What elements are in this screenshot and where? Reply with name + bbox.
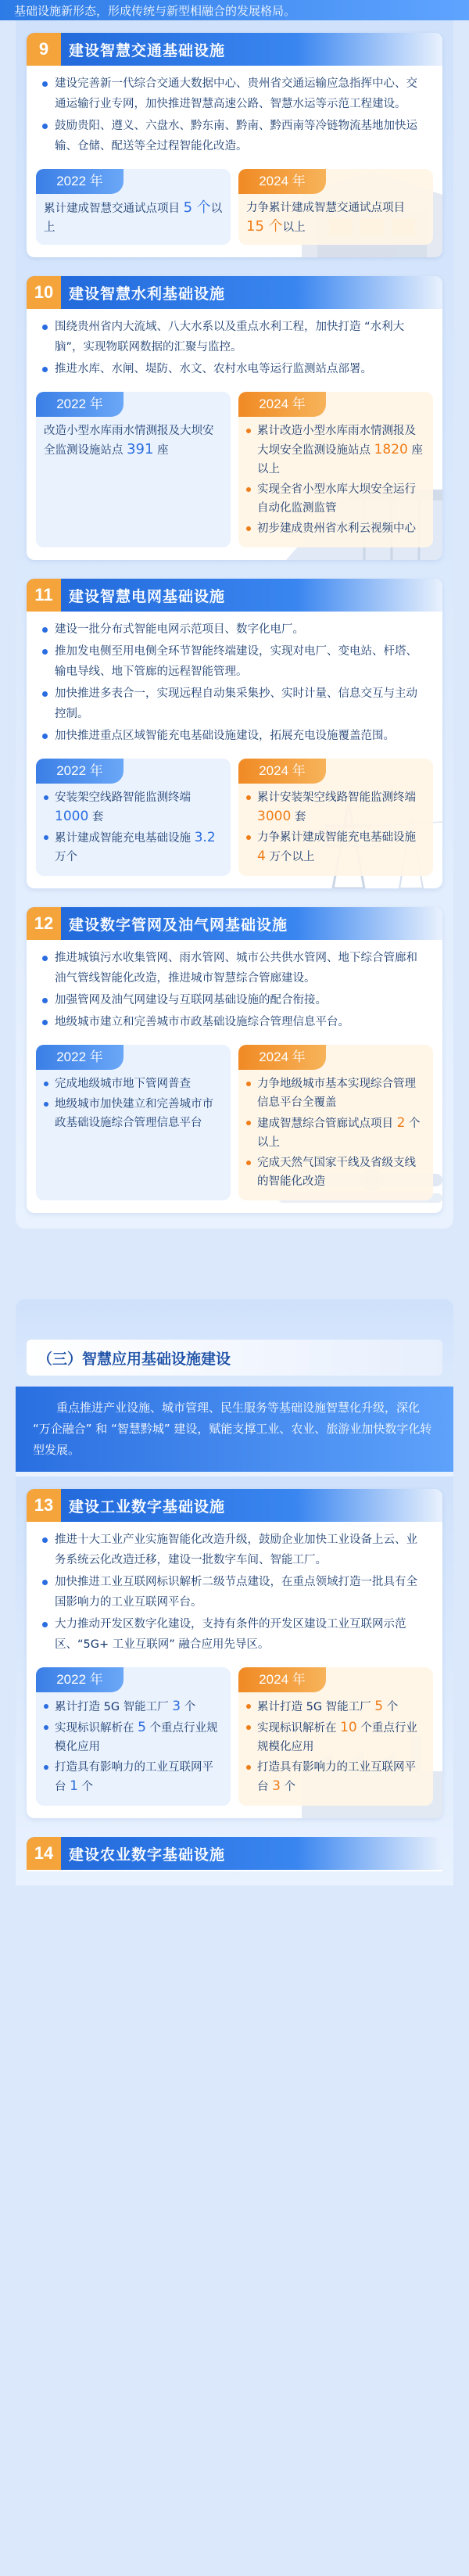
card-number-badge: 13 xyxy=(27,1489,61,1522)
target-post: 个 xyxy=(280,1781,296,1793)
target-post: 以上 xyxy=(44,203,223,234)
targets-row xyxy=(27,163,442,257)
card-smart-transport xyxy=(27,33,442,257)
target-number: 3.2 xyxy=(194,830,216,845)
target-post: 座 xyxy=(153,444,169,457)
year-tag: 2022 年 xyxy=(36,1667,124,1692)
target-2022 xyxy=(36,392,231,547)
card-smart-water xyxy=(27,276,442,560)
target-pre: 累计打造 5G 智能工厂 xyxy=(55,1701,173,1713)
card-smart-grid xyxy=(27,579,442,888)
target-2024 xyxy=(238,1667,433,1806)
year-tag: 2024 年 xyxy=(238,1045,326,1070)
year-tag: 2024 年 xyxy=(238,392,326,417)
target-post: 座以上 xyxy=(257,444,423,475)
target-2024 xyxy=(238,392,433,547)
target-post: 个 xyxy=(383,1701,399,1713)
targets-row xyxy=(27,752,442,888)
target-pre: 初步建成贵州省水利云视频中心 xyxy=(257,522,416,535)
card-digital-pipeline xyxy=(27,907,442,1213)
target-number: 1820 xyxy=(374,442,408,457)
target-2024 xyxy=(238,169,433,245)
targets-row xyxy=(27,1661,442,1818)
target-number: 15 个 xyxy=(246,218,283,235)
target-item xyxy=(44,828,223,866)
year-tag: 2024 年 xyxy=(238,1667,326,1692)
bullet-item: 加快推进多表合一，实现远程自动集采集抄、实时计量、信息交互与主动控制。 xyxy=(42,683,425,724)
target-pre: 实现标识解析在 xyxy=(55,1722,138,1735)
card-title: 建设数字管网及油气网基础设施 xyxy=(69,916,288,934)
target-post: 以上 xyxy=(282,221,306,234)
card-number-badge: 10 xyxy=(27,276,61,309)
target-number: 2 xyxy=(396,1115,406,1131)
target-item xyxy=(44,1075,223,1093)
bullet-item: 推进城镇污水收集管网、雨水管网、城市公共供水管网、地下综合管廊和油气管线智能化改造，推进城市智慧综合管廊建设。 xyxy=(42,948,425,988)
card-agricultural-digital xyxy=(27,1837,442,1871)
target-item xyxy=(246,1718,425,1756)
target-post: 个 xyxy=(77,1781,94,1793)
target-pre: 力争累计建成智慧交通试点项目 xyxy=(246,202,405,214)
card-title: 建设工业数字基础设施 xyxy=(69,1498,226,1516)
target-number: 5 个 xyxy=(183,199,211,216)
bullet-item: 围绕贵州省内大流域、八大水系以及重点水利工程，加快打造 “水利大脑”，实现物联网数据的汇聚与监控。 xyxy=(42,317,425,357)
bullet-item: 大力推动开发区数字化建设，支持有条件的开发区建设工业互联网示范区、“5G+ 工业互联网” 融合应用先导区。 xyxy=(42,1614,425,1655)
target-number: 1 xyxy=(70,1778,78,1794)
card-bullets xyxy=(27,940,442,1039)
card-title: 建设智慧交通基础设施 xyxy=(69,41,226,59)
section-title-wrap xyxy=(27,1299,442,1376)
card-header xyxy=(27,579,442,612)
card-title: 建设智慧电网基础设施 xyxy=(69,587,226,605)
target-item xyxy=(246,1075,425,1112)
target-item xyxy=(246,1758,425,1796)
card-header xyxy=(27,276,442,309)
target-pre: 累计建成智慧交通试点项目 xyxy=(44,203,184,215)
target-post: 套 xyxy=(88,811,104,823)
card-header xyxy=(27,1837,442,1870)
card-header xyxy=(27,1489,442,1522)
target-number: 3 xyxy=(272,1778,281,1794)
bullet-item: 推进十大工业产业实施智能化改造升级，鼓励企业加快工业设备上云、业务系统云化改造迁移，建设一批数字车间、智能工厂。 xyxy=(42,1530,425,1570)
infrastructure-panel xyxy=(16,20,453,1229)
target-text xyxy=(246,199,425,237)
target-pre: 力争地级城市基本实现综合管理信息平台全覆盖 xyxy=(257,1078,416,1109)
target-item xyxy=(246,1697,425,1717)
target-item xyxy=(44,1718,223,1756)
section-gap xyxy=(0,1229,469,1299)
target-number: 3000 xyxy=(257,809,292,824)
bullet-item: 建设完善新一代综合交通大数据中心、贵州省交通运输应急指挥中心、交通运输行业专网，加快推进智慧高速公路、智慧水运等示范工程建设。 xyxy=(42,74,425,114)
year-tag: 2022 年 xyxy=(36,392,124,417)
target-2022 xyxy=(36,1045,231,1200)
target-item xyxy=(44,1095,223,1132)
year-tag: 2024 年 xyxy=(238,169,326,194)
target-number: 10 xyxy=(340,1720,357,1735)
target-number: 1000 xyxy=(55,809,89,824)
target-pre: 打造具有影响力的工业互联网平台 xyxy=(257,1761,416,1793)
bullet-item: 加强管网及油气网建设与互联网基础设施的配合衔接。 xyxy=(42,990,425,1010)
targets-row xyxy=(27,386,442,560)
bullet-item: 加快推进重点区域智能充电基础设施建设，拓展充电设施覆盖范围。 xyxy=(42,726,425,746)
target-text xyxy=(44,199,223,237)
target-item xyxy=(246,480,425,518)
card-header xyxy=(27,907,442,940)
section-smart-application xyxy=(16,1299,453,1476)
target-item xyxy=(44,1758,223,1796)
target-number: 5 xyxy=(374,1699,384,1714)
target-pre: 累计建成智能充电基础设施 xyxy=(55,832,195,845)
target-post: 万个 xyxy=(55,851,77,863)
card-bullets xyxy=(27,66,442,163)
target-pre: 建成智慧综合管廊试点项目 xyxy=(257,1118,397,1130)
target-pre: 完成地级城市地下管网普查 xyxy=(55,1078,191,1090)
target-pre: 完成天然气国家干线及省级支线的智能化改造 xyxy=(257,1157,416,1188)
target-item xyxy=(44,1697,223,1717)
bullet-item: 地级城市建立和完善城市市政基础设施综合管理信息平台。 xyxy=(42,1012,425,1032)
bullet-item: 加快推进工业互联网标识解析二级节点建设，在重点领域打造一批具有全国影响力的工业互联网平台。 xyxy=(42,1572,425,1613)
card-title: 建设智慧水利基础设施 xyxy=(69,285,226,303)
target-post: 个 xyxy=(181,1701,196,1713)
target-2024 xyxy=(238,1045,433,1200)
target-pre: 实现全省小型水库大坝安全运行自动化监测监管 xyxy=(257,483,416,515)
application-panel xyxy=(16,1476,453,1885)
bullet-item: 鼓励贵阳、遵义、六盘水、黔东南、黔南、黔西南等冷链物流基地加快运输、仓储、配送等全过程智能化改造。 xyxy=(42,116,425,156)
card-industrial-digital xyxy=(27,1489,442,1818)
target-pre: 力争累计建成智能充电基础设施 xyxy=(257,831,416,844)
target-2024 xyxy=(238,759,433,876)
target-item xyxy=(246,788,425,827)
target-item xyxy=(246,519,425,538)
target-text xyxy=(44,422,223,460)
targets-row xyxy=(27,1039,442,1213)
target-number: 4 xyxy=(257,849,266,864)
card-bullets xyxy=(27,309,442,386)
target-pre: 累计改造小型水库雨水情测报及大坝安全监测设施站点 xyxy=(257,425,416,457)
target-post: 个以上 xyxy=(257,1118,421,1149)
target-pre: 实现标识解析在 xyxy=(257,1722,341,1735)
target-2022 xyxy=(36,759,231,876)
card-number-badge: 14 xyxy=(27,1837,61,1870)
card-number-badge: 11 xyxy=(27,579,61,612)
card-bullets xyxy=(27,612,442,752)
card-number-badge: 12 xyxy=(27,907,61,940)
target-2022 xyxy=(36,1667,231,1806)
target-number: 3 xyxy=(172,1699,181,1714)
target-pre: 累计打造 5G 智能工厂 xyxy=(257,1701,375,1713)
target-2022 xyxy=(36,169,231,245)
year-tag: 2022 年 xyxy=(36,759,124,784)
target-pre: 改造小型水库雨水情测报及大坝安全监测设施站点 xyxy=(44,425,214,457)
target-item xyxy=(246,828,425,866)
target-pre: 地级城市加快建立和完善城市市政基础设施综合管理信息平台 xyxy=(55,1098,213,1129)
card-bullets xyxy=(27,1522,442,1661)
section-intro: 重点推进产业设施、城市管理、民生服务等基础设施智慧化升级，深化 “万企融合” 和 “智慧黔城” 建设，赋能支撑工业、农业、旅游业加快数字化转型发展。 xyxy=(16,1387,453,1472)
target-pre: 安装架空线路智能监测终端 xyxy=(55,791,191,804)
card-title: 建设农业数字基础设施 xyxy=(69,1846,226,1864)
section-title: （三）智慧应用基础设施建设 xyxy=(27,1340,442,1376)
intro-line: 基础设施新形态，形成传统与新型相融合的发展格局。 xyxy=(0,0,469,20)
target-number: 391 xyxy=(127,441,154,457)
target-post: 个重点行业规模化应用 xyxy=(257,1722,417,1753)
target-post: 套 xyxy=(291,811,306,823)
bullet-item: 推进水库、水闸、堤防、水文、农村水电等运行监测站点部署。 xyxy=(42,359,425,379)
target-item xyxy=(246,1114,425,1152)
year-tag: 2024 年 xyxy=(238,759,326,784)
bullet-item: 建设一批分布式智能电网示范项目、数字化电厂。 xyxy=(42,619,425,640)
target-item xyxy=(246,422,425,479)
target-pre: 打造具有影响力的工业互联网平台 xyxy=(55,1761,213,1793)
target-item xyxy=(246,1153,425,1191)
year-tag: 2022 年 xyxy=(36,1045,124,1070)
target-number: 5 xyxy=(138,1720,146,1735)
card-header xyxy=(27,33,442,66)
bullet-item: 推加发电侧至用电侧全环节智能终端建设，实现对电厂、变电站、杆塔、输电导线、地下管廊的远程智能管理。 xyxy=(42,641,425,682)
target-pre: 累计安装架空线路智能监测终端 xyxy=(257,791,416,804)
target-item xyxy=(44,788,223,827)
card-number-badge: 9 xyxy=(27,33,61,66)
target-post: 个重点行业规模化应用 xyxy=(55,1722,218,1753)
year-tag: 2022 年 xyxy=(36,169,124,194)
target-post: 万个以上 xyxy=(265,851,315,863)
